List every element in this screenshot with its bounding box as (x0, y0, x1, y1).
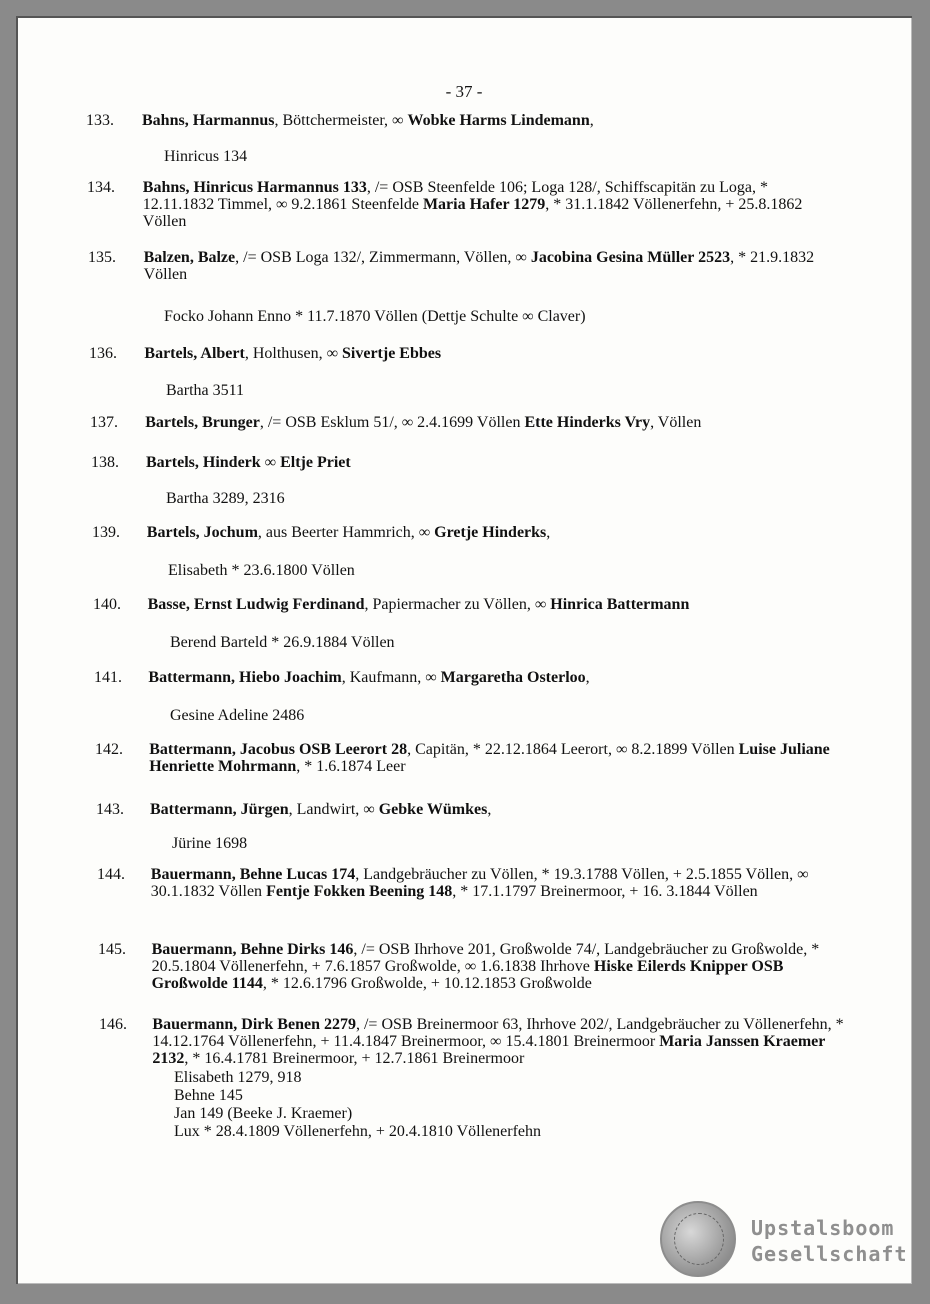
entry-text: Bahns, Harmannus, Böttchermeister, ∞ Wobke Harms Lindemann, (142, 112, 594, 129)
entry-text: Battermann, Jürgen, Landwirt, ∞ Gebke Wümkes, (150, 801, 492, 818)
entry-text: Bartels, Brunger, /= OSB Esklum 51/, ∞ 2.4.1699 Völlen Ette Hinderks Vry, Völlen (145, 414, 702, 431)
entry-number: 134. (87, 179, 115, 196)
child-line: Berend Barteld * 26.9.1884 Völlen (170, 634, 395, 651)
child-line: Elisabeth * 23.6.1800 Völlen (168, 562, 355, 579)
watermark-line1: Upstalsboom (751, 1216, 895, 1240)
entry-number: 145. (98, 941, 126, 958)
child-line: Behne 145 (174, 1087, 243, 1104)
child-line: Jürine 1698 (172, 835, 248, 852)
entry-text: Bartels, Albert, Holthusen, ∞ Sivertje Ebbes (144, 345, 442, 362)
entry-text: Bartels, Hinderk ∞ Eltje Priet (146, 454, 351, 471)
child-line: Elisabeth 1279, 918 (174, 1069, 302, 1086)
entry-number: 146. (99, 1016, 127, 1033)
entry-number: 142. (95, 741, 123, 758)
entry-number: 138. (91, 454, 119, 471)
society-seal-icon (660, 1201, 736, 1277)
entry-text: Bauermann, Dirk Benen 2279, /= OSB Breinermoor 63, Ihrhove 202/, Landgebräucher zu Völlenerfehn, * 14.12.1764 Völlenerfehn, + 11.4.1847 Breinermoor, ∞ 15.4.1801 Breinermoor Maria Janssen Kraemer 2132, * 16.4.1781 Breinermoor, + 12.7.1861 Breinermoor (152, 1016, 844, 1067)
entry-text: Bartels, Jochum, aus Beerter Hammrich, ∞ Gretje Hinderks, (146, 524, 551, 541)
entry-text: Battermann, Jacobus OSB Leerort 28, Capitän, * 22.12.1864 Leerort, ∞ 8.2.1899 Völlen Luise Juliane Henriette Mohrmann, * 1.6.1874 Leer (149, 741, 830, 775)
child-line: Focko Johann Enno * 11.7.1870 Völlen (Dettje Schulte ∞ Claver) (164, 308, 586, 325)
entry-text: Basse, Ernst Ludwig Ferdinand, Papiermacher zu Völlen, ∞ Hinrica Battermann (147, 596, 690, 613)
document-page (16, 16, 912, 1284)
entry-text: Bauermann, Behne Lucas 174, Landgebräucher zu Völlen, * 19.3.1788 Völlen, + 2.5.1855 Völlen, ∞ 30.1.1832 Völlen Fentje Fokken Beening 148, * 17.1.1797 Breinermoor, + 16. 3.1844 Völlen (150, 866, 809, 900)
child-line: Gesine Adeline 2486 (170, 707, 305, 724)
entry-number: 141. (94, 669, 122, 686)
entry-number: 137. (90, 414, 118, 431)
entry-number: 140. (93, 596, 121, 613)
entry-text: Battermann, Hiebo Joachim, Kaufmann, ∞ Margaretha Osterloo, (148, 669, 590, 686)
entry-text: Balzen, Balze, /= OSB Loga 132/, Zimmermann, Völlen, ∞ Jacobina Gesina Müller 2523, * 21.9.1832 Völlen (143, 249, 815, 283)
entry-text: Bauermann, Behne Dirks 146, /= OSB Ihrhove 201, Großwolde 74/, Landgebräucher zu Großwolde, * 20.5.1804 Völlenerfehn, + 7.6.1857 Großwolde, ∞ 1.6.1838 Ihrhove Hiske Eilerds Knipper OSB Großwolde 1144, * 12.6.1796 Großwolde, + 10.12.1853 Großwolde (151, 941, 820, 992)
child-line: Lux * 28.4.1809 Völlenerfehn, + 20.4.1810 Völlenerfehn (174, 1123, 542, 1140)
entry-number: 143. (96, 801, 124, 818)
page-number: - 37 - (445, 82, 483, 101)
entry-number: 139. (92, 524, 120, 541)
entry-text: Bahns, Hinricus Harmannus 133, /= OSB Steenfelde 106; Loga 128/, Schiffscapitän zu Loga, * 12.11.1832 Timmel, ∞ 9.2.1861 Steenfelde Maria Hafer 1279, * 31.1.1842 Völlenerfehn, + 25.8.1862 Völlen (142, 179, 803, 230)
entry-number: 136. (89, 345, 117, 362)
child-line: Bartha 3511 (166, 382, 245, 399)
child-line: Bartha 3289, 2316 (166, 490, 285, 507)
entry-number: 144. (97, 866, 125, 883)
child-line: Hinricus 134 (164, 148, 248, 165)
child-line: Jan 149 (Beeke J. Kraemer) (174, 1105, 353, 1122)
entry-number: 133. (86, 112, 114, 129)
watermark-line2: Gesellschaft (751, 1242, 908, 1266)
entry-number: 135. (88, 249, 116, 266)
